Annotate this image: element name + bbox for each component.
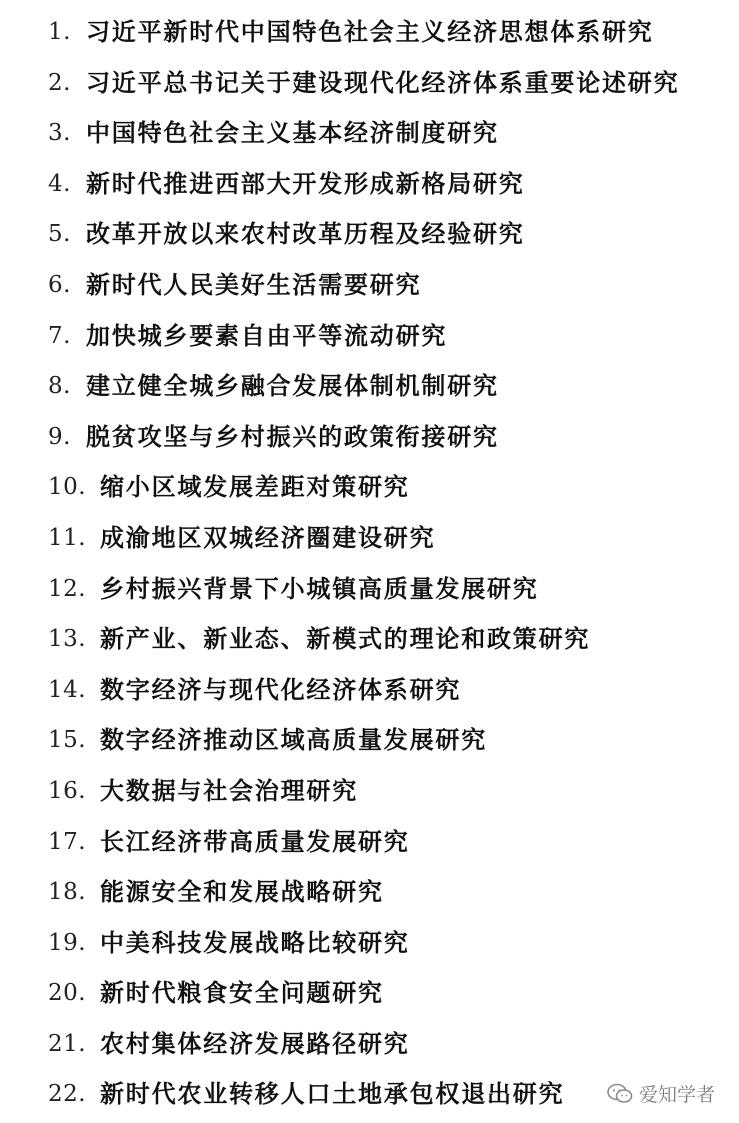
item-title: 习近平新时代中国特色社会主义经济思想体系研究 (86, 18, 654, 46)
item-title: 新时代粮食安全问题研究 (100, 979, 384, 1008)
item-title: 加快城乡要素自由平等流动研究 (86, 321, 448, 350)
list-item (0, 766, 739, 817)
item-number: 1. (48, 19, 71, 45)
item-title: 中美科技发展战略比较研究 (100, 928, 410, 957)
item-number: 7. (48, 322, 71, 349)
item-number: 18. (48, 879, 87, 906)
item-title: 能源安全和发展战略研究 (100, 878, 384, 907)
list-item (0, 817, 739, 868)
item-title: 新时代推进西部大开发形成新格局研究 (86, 169, 525, 198)
item-title: 中国特色社会主义基本经济制度研究 (86, 119, 499, 148)
list-item (0, 58, 739, 109)
item-number: 14. (48, 676, 87, 703)
list-item (0, 311, 739, 362)
item-number: 5. (48, 221, 71, 248)
list-item (0, 968, 739, 1019)
item-number: 3. (48, 120, 71, 147)
item-number: 6. (48, 271, 71, 298)
item-title: 习近平总书记关于建设现代化经济体系重要论述研究 (86, 68, 680, 97)
list-item (0, 665, 739, 716)
list-item (0, 462, 739, 513)
item-number: 15. (48, 727, 87, 754)
list-item (0, 159, 739, 210)
item-number: 21. (48, 1030, 87, 1057)
item-number: 16. (48, 777, 87, 804)
list-item (0, 209, 739, 260)
item-title: 缩小区域发展差距对策研究 (100, 473, 410, 502)
watermark-text: 爱知学者 (638, 1084, 715, 1106)
item-number: 13. (48, 626, 87, 653)
item-title: 改革开放以来农村改革历程及经验研究 (86, 220, 525, 249)
item-number: 8. (48, 373, 71, 400)
item-number: 2. (48, 69, 71, 96)
list-item (0, 513, 739, 564)
item-title: 建立健全城乡融合发展体制机制研究 (86, 372, 499, 401)
list-item (0, 614, 739, 665)
item-title: 长江经济带高质量发展研究 (100, 827, 410, 856)
item-title: 脱贫攻坚与乡村振兴的政策衔接研究 (86, 422, 499, 451)
list-item (0, 260, 739, 311)
item-number: 9. (48, 423, 71, 450)
item-title: 新产业、新业态、新模式的理论和政策研究 (100, 625, 591, 654)
list-item (0, 412, 739, 463)
item-title: 大数据与社会治理研究 (100, 776, 358, 805)
topic-list (0, 7, 739, 1120)
item-title: 数字经济推动区域高质量发展研究 (100, 726, 487, 755)
item-number: 4. (48, 170, 71, 197)
list-item (0, 918, 739, 969)
item-number: 19. (48, 929, 87, 956)
list-item (0, 1019, 739, 1070)
item-title: 数字经济与现代化经济体系研究 (100, 675, 462, 704)
list-item (0, 108, 739, 159)
list-item (0, 867, 739, 918)
item-title: 成渝地区双城经济圈建设研究 (100, 523, 436, 552)
item-title: 新时代农业转移人口土地承包权退出研究 (100, 1080, 565, 1109)
item-title: 农村集体经济发展路径研究 (100, 1029, 410, 1058)
item-title: 乡村振兴背景下小城镇高质量发展研究 (100, 574, 539, 603)
item-number: 20. (48, 980, 87, 1007)
list-item (0, 715, 739, 766)
item-number: 22. (48, 1081, 87, 1108)
list-item (0, 7, 739, 58)
item-number: 12. (48, 575, 87, 602)
item-number: 10. (48, 474, 87, 501)
item-number: 17. (48, 828, 87, 855)
wechat-icon (607, 1083, 633, 1105)
item-title: 新时代人民美好生活需要研究 (86, 270, 422, 299)
list-item (0, 564, 739, 615)
item-number: 11. (48, 524, 87, 551)
watermark (607, 1080, 715, 1107)
list-item (0, 361, 739, 412)
